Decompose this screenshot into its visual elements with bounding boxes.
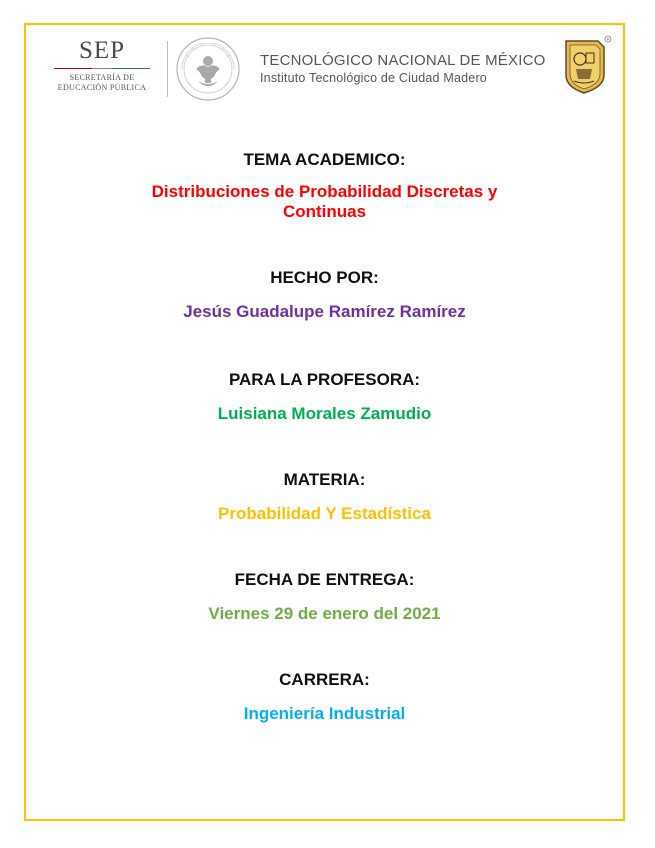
fecha-label: FECHA DE ENTREGA: — [234, 570, 415, 589]
document-header — [24, 23, 625, 118]
sep-logo — [42, 37, 162, 93]
sep-logo-subtitle-1: SECRETARÍA DE — [69, 73, 135, 82]
mexico-seal-icon — [174, 35, 242, 103]
tema-value-line-1: Distribuciones de Probabilidad Discretas y — [151, 182, 498, 201]
tema-label: TEMA ACADEMICO: — [243, 150, 406, 169]
tema-value-line-2: Continuas — [282, 202, 367, 221]
profesora-label: PARA LA PROFESORA: — [228, 370, 421, 389]
tema-value — [24, 182, 625, 222]
institution-subtitle: Instituto Tecnológico de Ciudad Madero — [260, 71, 487, 85]
section-fecha — [24, 570, 625, 624]
carrera-label: CARRERA: — [279, 670, 370, 689]
sep-logo-title: SEP — [78, 37, 126, 64]
section-hecho-por — [24, 268, 625, 322]
sep-logo-rule — [54, 67, 150, 69]
institution-name — [260, 51, 550, 87]
section-profesora — [24, 370, 625, 424]
header-divider — [167, 41, 168, 97]
section-tema — [24, 150, 625, 222]
profesora-value: Luisiana Morales Zamudio — [217, 404, 432, 423]
cover-content — [24, 150, 625, 724]
materia-value: Probabilidad Y Estadística — [218, 504, 431, 523]
section-materia — [24, 470, 625, 524]
carrera-value: Ingeniería Industrial — [243, 704, 406, 723]
fecha-value: Viernes 29 de enero del 2021 — [208, 604, 441, 623]
sep-logo-subtitle-2: EDUCACIÓN PÚBLICA — [57, 83, 147, 92]
materia-label: MATERIA: — [283, 470, 366, 489]
section-carrera — [24, 670, 625, 724]
svg-text:R: R — [606, 36, 610, 42]
hecho-por-label: HECHO POR: — [270, 268, 379, 287]
institution-title: TECNOLÓGICO NACIONAL DE MÉXICO — [260, 52, 546, 69]
itcm-logo-icon — [560, 35, 612, 97]
hecho-por-value: Jesús Guadalupe Ramírez Ramírez — [183, 302, 466, 321]
